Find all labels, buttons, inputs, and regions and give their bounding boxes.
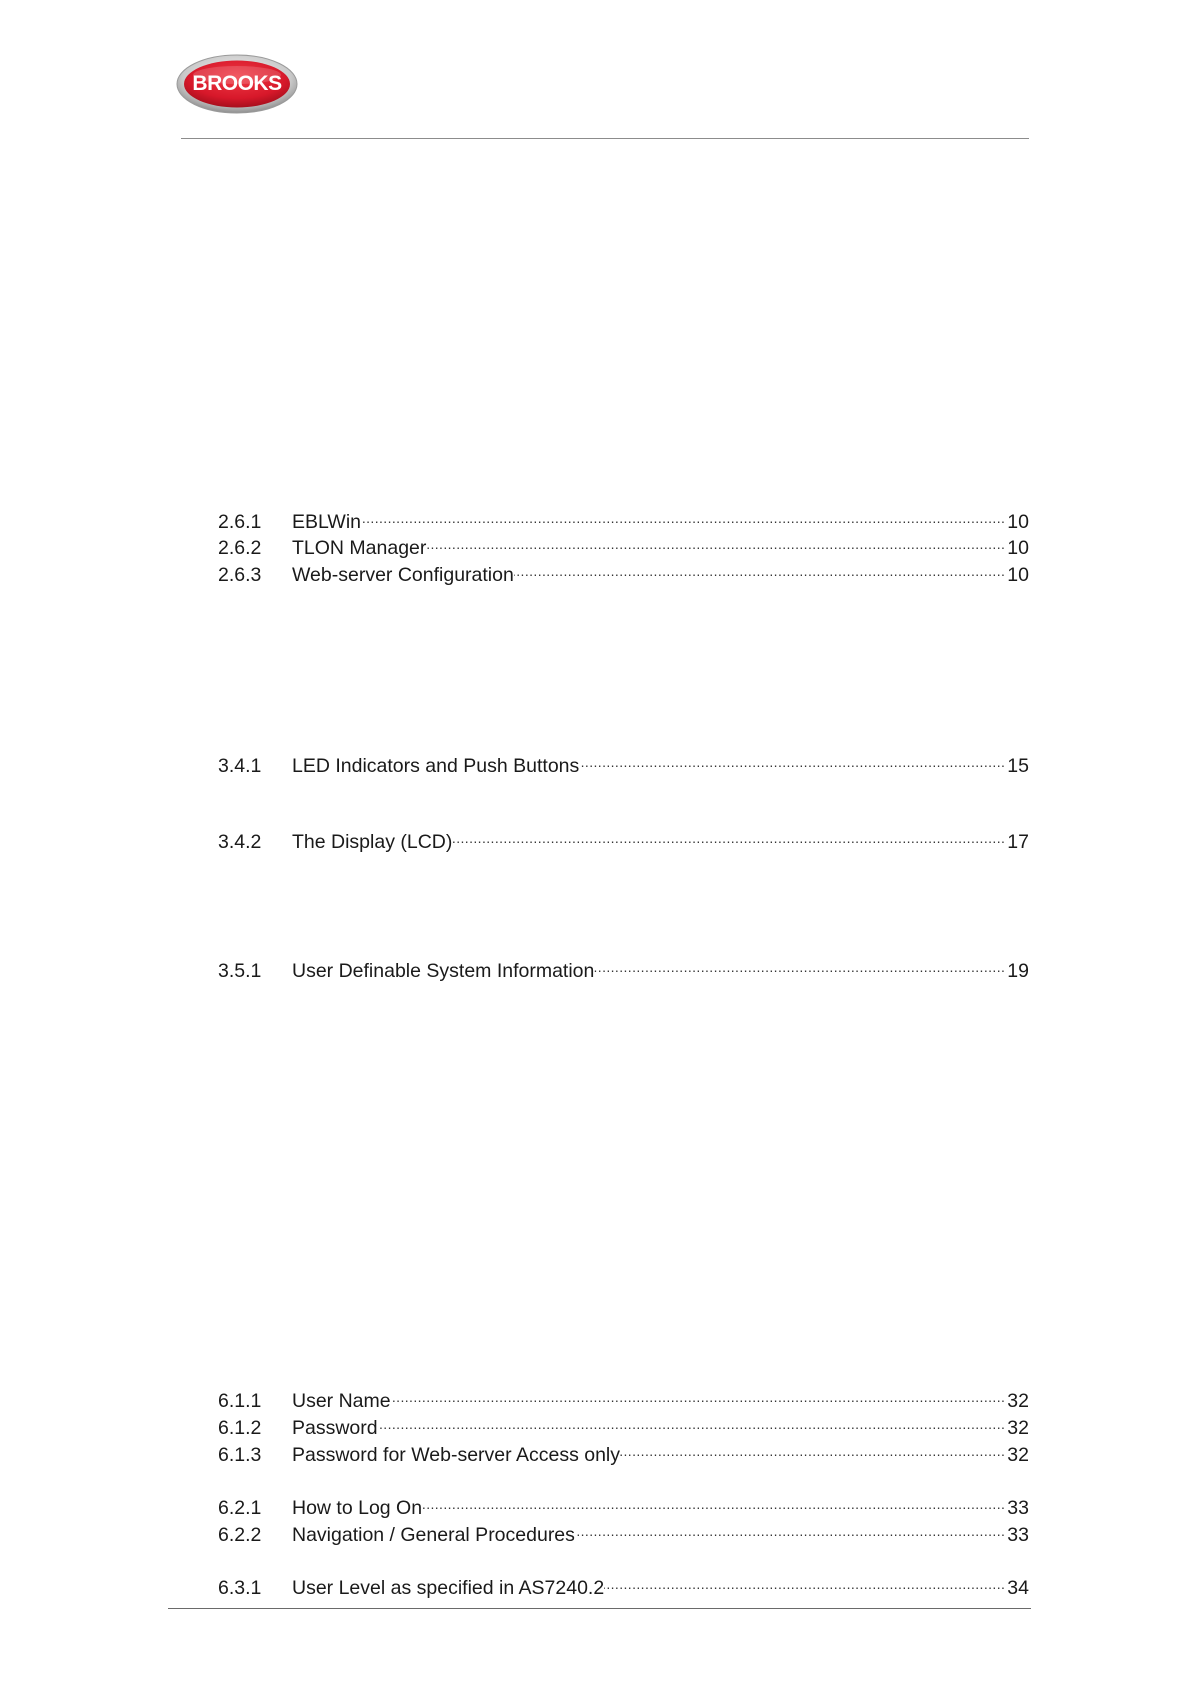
toc-entry[interactable]	[218, 555, 1029, 586]
toc-page-number: 32	[1007, 1390, 1029, 1412]
brooks-logo	[176, 54, 298, 114]
toc-title: How to Log On	[292, 1497, 423, 1519]
toc-title: Password for Web-server Access only	[292, 1444, 621, 1466]
toc-page-number: 33	[1007, 1497, 1029, 1519]
toc-entry[interactable]	[218, 502, 1029, 533]
toc-number: 6.1.1	[218, 1390, 262, 1412]
toc-number: 6.1.3	[218, 1444, 262, 1466]
toc-title: LED Indicators and Push Buttons	[292, 755, 580, 777]
toc-number: 3.4.1	[218, 755, 262, 777]
toc-page-number: 34	[1007, 1577, 1029, 1599]
toc-entry[interactable]	[218, 951, 1029, 982]
toc-leader-dots	[620, 1435, 1005, 1461]
toc-title: TLON Manager	[292, 537, 427, 559]
toc-number: 2.6.2	[218, 537, 262, 559]
toc-title: User Name	[292, 1390, 391, 1412]
toc-number: 6.2.1	[218, 1497, 262, 1519]
toc-page-number: 17	[1007, 831, 1029, 853]
toc-page-number: 33	[1007, 1524, 1029, 1546]
toc-number: 6.2.2	[218, 1524, 262, 1546]
toc-entry[interactable]	[218, 1488, 1029, 1519]
toc-page-number: 10	[1007, 564, 1029, 586]
toc-title: The Display (LCD)	[292, 831, 453, 853]
toc-entry[interactable]	[218, 1515, 1029, 1546]
toc-number: 2.6.1	[218, 511, 262, 533]
toc-entry[interactable]	[218, 1435, 1029, 1466]
toc-title: User Level as specified in AS7240.2	[292, 1577, 605, 1599]
toc-leader-dots	[575, 1515, 1005, 1541]
toc-page-number: 32	[1007, 1444, 1029, 1466]
toc-page-number: 10	[1007, 537, 1029, 559]
toc-leader-dots	[391, 1381, 1006, 1407]
toc-entry[interactable]	[218, 528, 1029, 559]
toc-title: Password	[292, 1417, 378, 1439]
toc-leader-dots	[422, 1488, 1005, 1514]
toc-leader-dots	[594, 951, 1005, 977]
toc-leader-dots	[579, 746, 1005, 772]
toc-page-number: 10	[1007, 511, 1029, 533]
toc-number: 2.6.3	[218, 564, 262, 586]
toc-page-number: 32	[1007, 1417, 1029, 1439]
toc-entry[interactable]	[218, 822, 1029, 853]
toc-entry[interactable]	[218, 1381, 1029, 1412]
toc-leader-dots	[604, 1568, 1005, 1594]
toc-entry[interactable]	[218, 1568, 1029, 1599]
toc-leader-dots	[361, 502, 1005, 528]
toc-page-number: 15	[1007, 755, 1029, 777]
toc-number: 3.4.2	[218, 831, 262, 853]
brooks-logo-text: BROOKS	[192, 72, 282, 95]
toc-leader-dots	[514, 555, 1005, 581]
toc-number: 6.1.2	[218, 1417, 262, 1439]
toc-title: Navigation / General Procedures	[292, 1524, 575, 1546]
toc-title: User Definable System Information	[292, 960, 595, 982]
toc-entry[interactable]	[218, 1408, 1029, 1439]
toc-leader-dots	[426, 528, 1005, 554]
toc-title: Web-server Configuration	[292, 564, 514, 586]
footer-divider	[168, 1608, 1031, 1609]
toc-number: 6.3.1	[218, 1577, 262, 1599]
toc-leader-dots	[378, 1408, 1006, 1434]
toc-title: EBLWin	[292, 511, 361, 533]
toc-leader-dots	[452, 822, 1005, 848]
toc-entry[interactable]	[218, 746, 1029, 777]
toc-page-number: 19	[1007, 960, 1029, 982]
header-divider	[181, 138, 1029, 139]
toc-number: 3.5.1	[218, 960, 262, 982]
